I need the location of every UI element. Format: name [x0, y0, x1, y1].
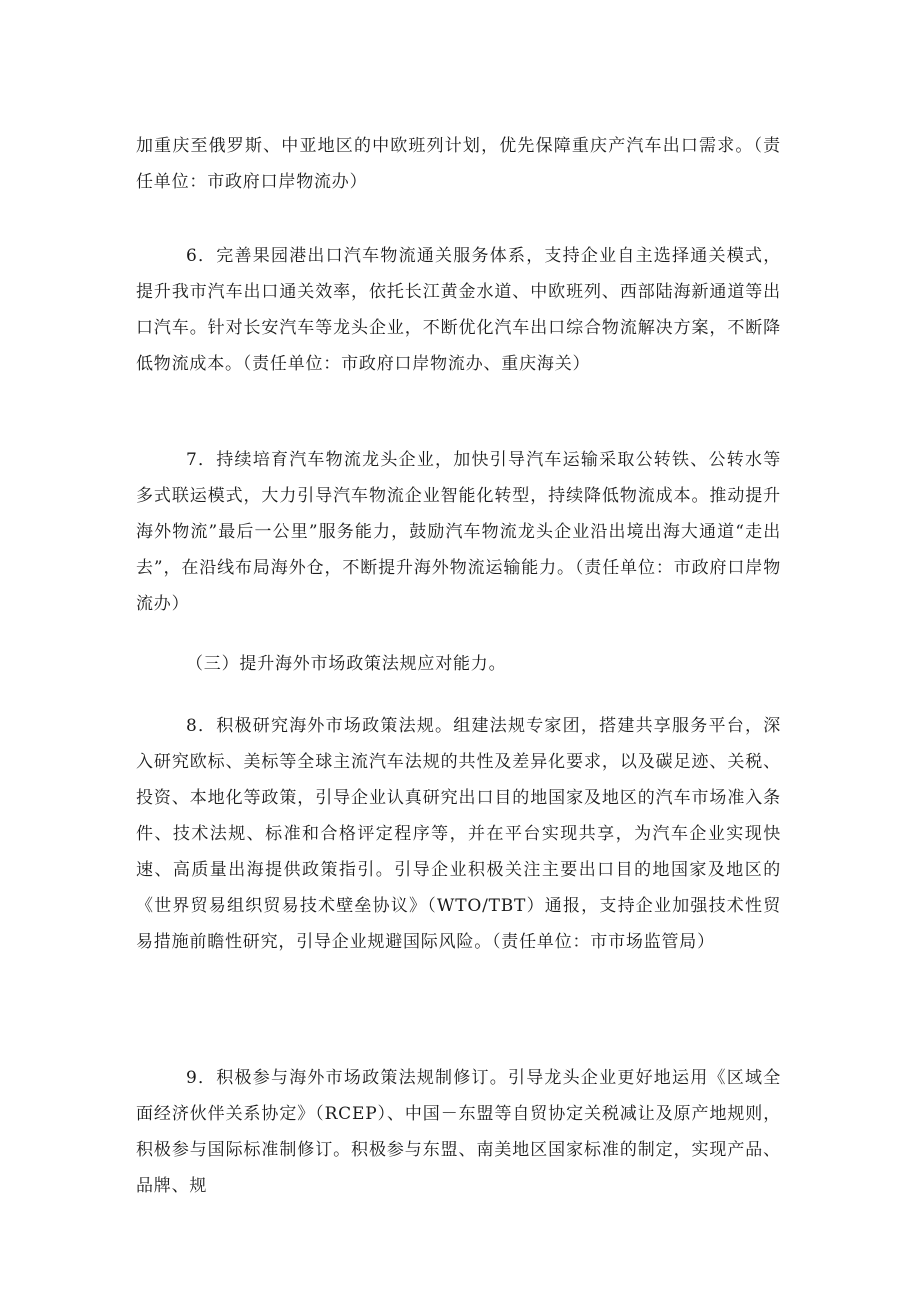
paragraph-item-6: 6．完善果园港出口汽车物流通关服务体系，支持企业自主选择通关模式，提升我市汽车出口通关效率，依托长江黄金水道、中欧班列、西部陆海新通道等出口汽车。针对长安汽车等龙头企业，不断优化汽车出口综合物流解决方案，不断降低物流成本。（责任单位：市政府口岸物流办、重庆海关） [136, 246, 781, 374]
paragraph-item-9: 9．积极参与海外市场政策法规制修订。引导龙头企业更好地运用《区域全面经济伙伴关系协定》（RCEP）、中国－东盟等自贸协定关税减让及原产地规则，积极参与国际标准制修订。积极参与东盟、南美地区国家标准的制定，实现产品、品牌、规 [136, 1068, 781, 1196]
section-heading-3: （三）提升海外市场政策法规应对能力。 [186, 654, 507, 674]
paragraph-item-8: 8．积极研究海外市场政策法规。组建法规专家团，搭建共享服务平台，深入研究欧标、美标等全球主流汽车法规的共性及差异化要求，以及碳足迹、关税、投资、本地化等政策，引导企业认真研究出口目的地国家及地区的汽车市场准入条件、技术法规、标准和合格评定程序等，并在平台实现共享，为汽车企业实现快速、高质量出海提供政策指引。引导企业积极关注主要出口目的地国家及地区的《世界贸易组织贸易技术壁垒协议》（WTO/TBT）通报，支持企业加强技术性贸易措施前瞻性研究，引导企业规避国际风险。（责任单位：市市场监管局） [136, 716, 781, 952]
paragraph-item-7: 7．持续培育汽车物流龙头企业，加快引导汽车运输采取公转铁、公转水等多式联运模式，大力引导汽车物流企业智能化转型，持续降低物流成本。推动提升海外物流”最后一公里”服务能力，鼓励汽车物流龙头企业沿出境出海大通道“走出去”，在沿线布局海外仓，不断提升海外物流运输能力。（责任单位：市政府口岸物流办） [136, 450, 781, 614]
paragraph-continued: 加重庆至俄罗斯、中亚地区的中欧班列计划，优先保障重庆产汽车出口需求。（责任单位：市政府口岸物流办） [136, 136, 781, 192]
